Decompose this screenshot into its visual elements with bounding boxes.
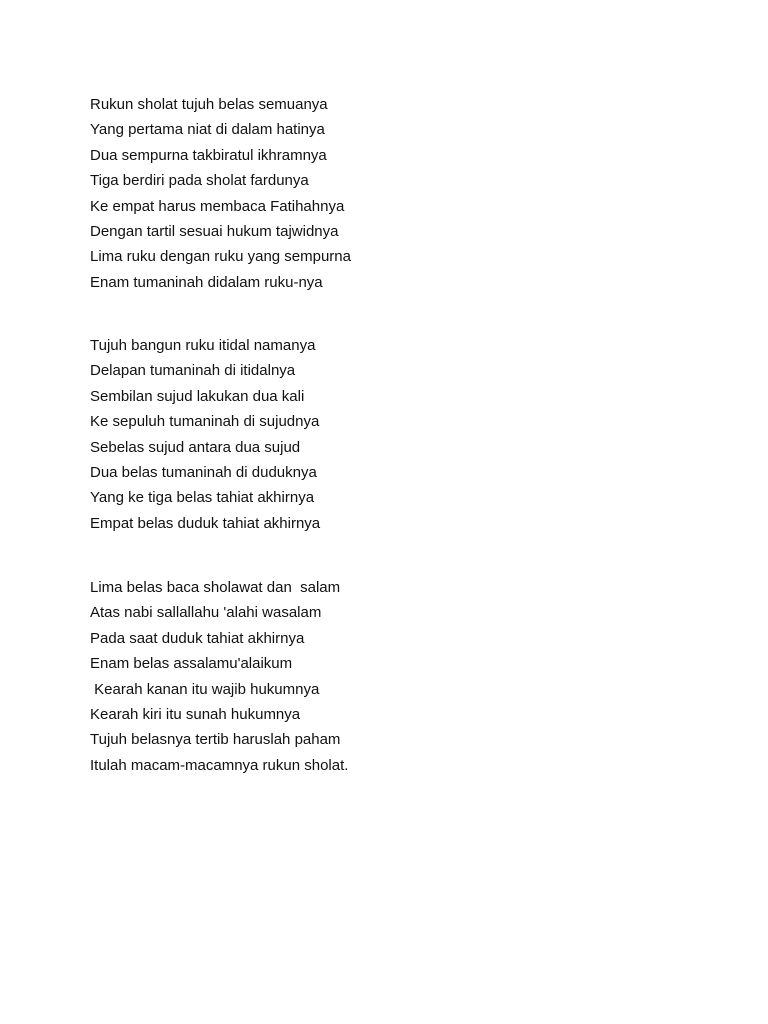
poem-line: Kearah kiri itu sunah hukumnya (90, 705, 301, 723)
poem-line: Yang ke tiga belas tahiat akhirnya (90, 489, 315, 507)
poem-line: Dua belas tumaninah di duduknya (90, 463, 317, 481)
poem-line: Sembilan sujud lakukan dua kali (90, 387, 305, 405)
poem-line: Ke empat harus membaca Fatihahnya (90, 197, 345, 215)
poem-line: Tiga berdiri pada sholat fardunya (90, 172, 309, 190)
poem-line: Empat belas duduk tahiat akhirnya (90, 514, 321, 532)
poem-line: Kearah kanan itu wajib hukumnya (90, 680, 320, 698)
poem-line: Tujuh bangun ruku itidal namanya (90, 337, 316, 354)
poem-line: Lima ruku dengan ruku yang sempurna (90, 248, 351, 266)
poem-line: Enam tumaninah didalam ruku-nya (90, 273, 323, 291)
poem-line: Tujuh belasnya tertib haruslah paham (90, 731, 341, 749)
poem-line: Dengan tartil sesuai hukum tajwidnya (90, 222, 339, 240)
poem-line: Dua sempurna takbiratul ikhramnya (90, 146, 327, 164)
stanza-3 (90, 575, 690, 778)
poem-line: Sebelas sujud antara dua sujud (90, 438, 301, 456)
poem-line: Enam belas assalamu'alaikum (90, 655, 293, 673)
poem-line: Ke sepuluh tumaninah di sujudnya (90, 413, 320, 431)
poem-line: Rukun sholat tujuh belas semuanya (90, 96, 328, 113)
poem-line: Yang pertama niat di dalam hatinya (90, 121, 325, 139)
stanza-2 (90, 333, 690, 536)
poem-line: Itulah macam-macamnya rukun sholat. (90, 756, 349, 774)
poem-line: Pada saat duduk tahiat akhirnya (90, 629, 305, 647)
poem-line: Atas nabi sallallahu 'alahi wasalam (90, 604, 322, 622)
poem-line: Delapan tumaninah di itidalnya (90, 362, 296, 380)
stanza-1 (90, 92, 690, 295)
poem-line: Lima belas baca sholawat dan salam (90, 579, 341, 596)
